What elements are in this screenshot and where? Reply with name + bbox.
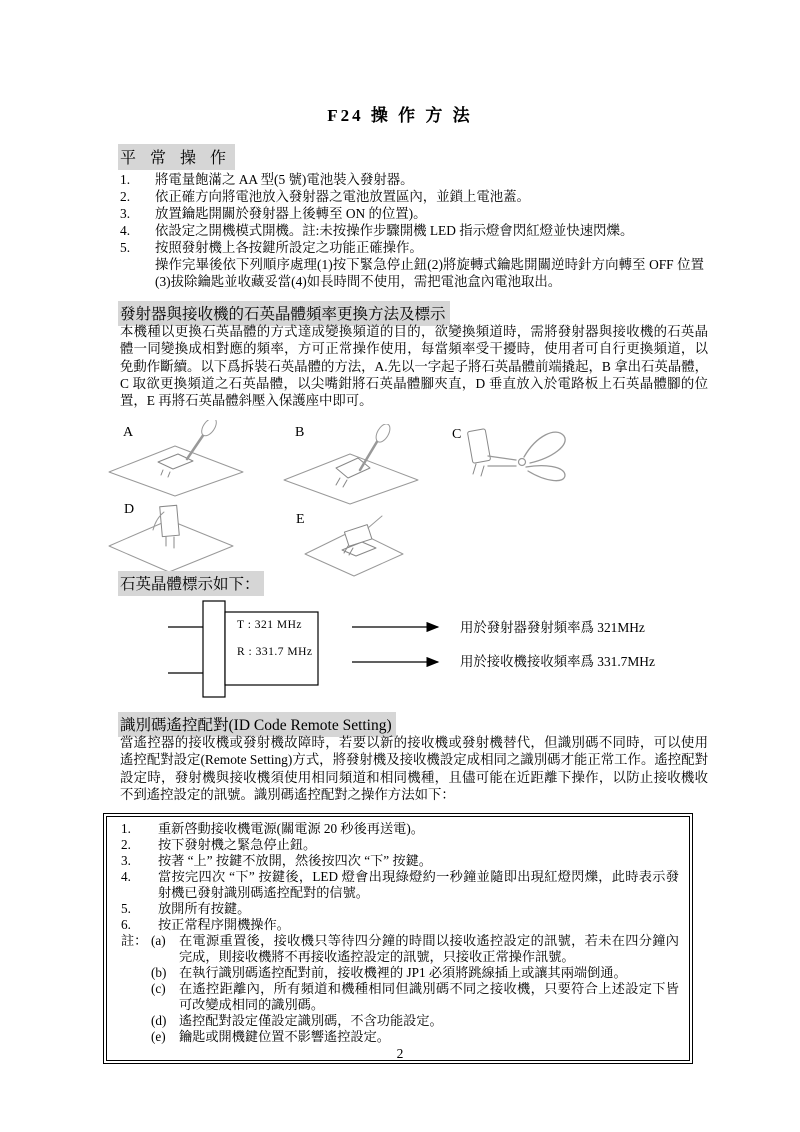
note-text: 在執行識別碼遙控配對前，接收機裡的 JP1 必須將跳線插上或讓其兩端倒通。	[179, 965, 627, 980]
note-number: (e)	[151, 1029, 166, 1044]
id-code-paragraph: 當遙控器的接收機或發射機故障時，若要以新的接收機或發射機替代，但識別碼不同時，可以使用遙控配對設定(Remote Setting)方式，將發射機及接收機設定成相同之識別碼才能正常工作。遙控配對設定時，發射機與接收機須使用相同頻道和相同機種，且儘可能在近距離下操作，以防止接收機收不到遙控設定的訊號。識別碼遙控配對之操作方法如下：	[120, 735, 708, 802]
procedure-step	[121, 837, 679, 853]
figure-a-pry-crystal-illustration	[103, 420, 253, 498]
section-heading-id-code: 識別碼遙控配對(ID Code Remote Setting)	[118, 712, 396, 737]
procedure-note	[121, 1013, 679, 1029]
list-item-number: 3.	[120, 206, 131, 221]
procedure-note	[121, 933, 679, 965]
step-text: 放開所有按鍵。	[158, 901, 251, 916]
numbered-list	[120, 171, 704, 256]
list-item-text: 依正確方向將電池放入發射器之電池放置區內，並鎖上電池蓋。	[155, 189, 530, 204]
list-item-number: 1.	[120, 172, 131, 187]
procedure-note	[121, 981, 679, 1013]
crystal-replace-paragraph: 本機種以更換石英晶體的方式達成變換頻道的目的，欲變換頻道時，需將發射器與接收機的石英晶體一同變換成相對應的頻率，方可正常操作使用，每當頻率受干擾時，使用者可自行更換頻道，以免動作斷續。以下爲拆裝石英晶體的方法，A.先以一字起子將石英晶體前端撬起，B 拿出石英晶體，C 取欲更換頻道之石英晶體，以尖嘴鉗將石英晶體腳夾直，D 垂直放入於電路板上石英晶體腳的位置，E 再將石英晶體斜壓入保護座中即可。	[120, 324, 708, 409]
step-number: 6.	[121, 917, 131, 932]
procedure-step	[121, 917, 679, 933]
procedure-step	[121, 821, 679, 837]
list-item	[120, 239, 704, 256]
normal-operation-list	[120, 171, 704, 290]
step-text: 按著 “上” 按鍵不放開，然後按四次 “下” 按鍵。	[158, 853, 432, 868]
transmit-frequency-label: T : 321 MHz	[237, 619, 303, 631]
procedure-steps	[121, 821, 679, 933]
page-title: F24 操 作 方 法	[327, 106, 473, 125]
step-number: 4.	[121, 869, 131, 884]
note-number: (c)	[151, 981, 166, 996]
procedure-step	[121, 869, 679, 901]
figure-label-e: E	[296, 512, 305, 527]
list-item-text: 依設定之開機模式開機。註:未按操作步驟開機 LED 指示燈會閃紅燈並快速閃爍。	[155, 223, 634, 238]
figure-d-insert-crystal-illustration	[103, 500, 238, 574]
list-item-number: 2.	[120, 189, 131, 204]
figure-label-c: C	[452, 427, 462, 442]
note-prefix	[121, 965, 151, 981]
list-item-text: 放置鑰匙開關於發射器上後轉至 ON 的位置)。	[155, 206, 427, 221]
procedure-note	[121, 1029, 679, 1045]
step-number: 2.	[121, 837, 131, 852]
note-text: 鑰匙或開機鍵位置不影響遙控設定。	[179, 1029, 390, 1044]
receive-frequency-label: R : 331.7 MHz	[237, 646, 313, 658]
procedure-box	[103, 813, 693, 1064]
section-heading-crystal-replace: 發射器與接收機的石英晶體頻率更換方法及標示	[118, 301, 450, 326]
list-item-text: 按照發射機上各按鍵所設定之功能正確操作。	[155, 240, 423, 255]
note-number: (b)	[151, 965, 167, 980]
procedure-step	[121, 901, 679, 917]
step-number: 3.	[121, 853, 131, 868]
list-item	[120, 188, 704, 205]
figure-e-press-crystal-illustration	[300, 514, 410, 580]
figure-b-lift-crystal-illustration	[278, 424, 428, 508]
figure-label-d: D	[124, 502, 135, 517]
note-text: 在電源重置後，接收機只等待四分鐘的時間以接收遙控設定的訊號，若未在四分鐘內完成，則接收機將不再接收遙控設定的訊號，只接收正常操作訊號。	[179, 933, 679, 964]
procedure-note	[121, 965, 679, 981]
list-item-number: 5.	[120, 240, 131, 255]
list-item-number: 4.	[120, 223, 131, 238]
step-text: 重新啓動接收機電源(關電源 20 秒後再送電)。	[158, 821, 424, 836]
list-item-text: 將電量飽滿之 AA 型(5 號)電池裝入發射器。	[155, 172, 414, 187]
note-prefix	[121, 1029, 151, 1045]
step-text: 按下發射機之緊急停止鈕。	[158, 837, 317, 852]
figure-label-b: B	[295, 425, 305, 440]
note-prefix: 註：	[121, 933, 148, 948]
figure-c-pliers-crystal-illustration	[458, 414, 573, 494]
figure-label-a: A	[123, 425, 134, 440]
list-item	[120, 222, 704, 239]
step-number: 1.	[121, 821, 131, 836]
list-item	[120, 171, 704, 188]
step-number: 5.	[121, 901, 131, 916]
receive-frequency-description: 用於接收機接收頻率爲 331.7MHz	[460, 654, 655, 669]
normal-operation-postscript: 操作完畢後依下列順序處理(1)按下緊急停止鈕(2)將旋轉式鑰匙開關逆時針方向轉至 OFF 位置(3)拔除鑰匙並收藏妥當(4)如長時間不使用，需把電池盒內電池取出。	[155, 257, 704, 289]
note-text: 遙控配對設定僅設定識別碼，不含功能設定。	[179, 1013, 443, 1028]
procedure-step	[121, 853, 679, 869]
list-item	[120, 205, 704, 222]
transmit-frequency-description: 用於發射器發射頻率爲 321MHz	[460, 620, 645, 635]
step-text: 當按完四次 “下” 按鍵後，LED 燈會出現綠燈約一秒鐘並隨即出現紅燈閃爍，此時表示發射機已發射識別碼遙控配對的信號。	[158, 869, 679, 900]
section-heading-crystal-marking: 石英晶體標示如下：	[118, 571, 264, 596]
note-number: (d)	[151, 1013, 167, 1028]
note-prefix	[121, 1013, 151, 1029]
procedure-notes	[121, 933, 679, 1045]
note-text: 在遙控距離內，所有頻道和機種相同但識別碼不同之接收機，只要符合上述設定下皆可改變成相同的識別碼。	[179, 981, 679, 1012]
step-text: 按正常程序開機操作。	[158, 917, 290, 932]
page-number: 2	[396, 1046, 404, 1061]
note-prefix	[121, 981, 151, 1013]
section-heading-normal-operation: 平 常 操 作	[118, 144, 235, 170]
procedure-box-inner	[106, 816, 690, 1061]
note-number: (a)	[151, 933, 166, 948]
